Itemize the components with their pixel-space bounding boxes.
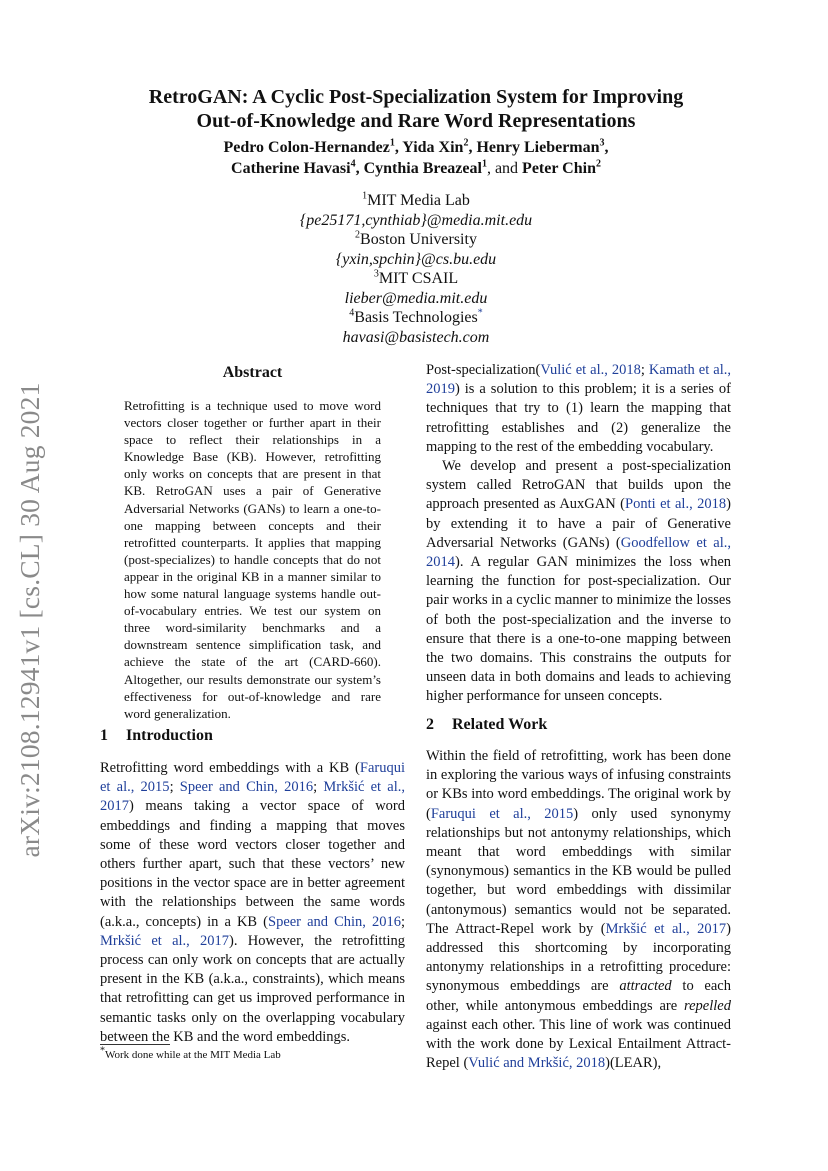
citation-link[interactable]: Speer and Chin, 2016: [179, 779, 314, 796]
section-number: 1: [100, 727, 108, 744]
section-heading-related-work: [426, 716, 547, 734]
author-name: Yida Xin: [402, 139, 464, 156]
text-run: ). A regular GAN minimizes the loss when learning the function for post-specialization. Our pair works in a cyclic manner to minimize the losses of both the post-specialization and the inverse to ensure that there is a one-to-one mapping between the two domains. This constrains the outputs for unseen data in both domains and leads to achieving higher performance for unseen concepts.: [426, 554, 731, 705]
section-heading-introduction: [100, 727, 213, 745]
affil-marker: 3: [599, 137, 605, 149]
abstract-heading: Abstract: [222, 364, 283, 381]
text-run: to each other, while antonymous embeddings are: [426, 978, 731, 1014]
text-run: against each other. This line of work was continued with the work done by Lexical Entailment Attract-Repel (: [426, 1016, 731, 1072]
citation-link[interactable]: Mrkšić et al., 2017: [100, 932, 230, 949]
affil-email: {pe25171,cynthiab}@media.mit.edu: [299, 211, 533, 229]
author-name: Henry Lieberman: [476, 139, 600, 156]
related-work-paragraph: [426, 747, 731, 1073]
author-list: Pedro Colon-Hernandez$^1$, Yida Xin$^2$, Henry Lieberman$^3$, Catherine Havasi$^4$, Cynthia Breazeal$^1$, and Peter Chin$^2$: [223, 137, 609, 177]
affil-marker: 2: [463, 137, 469, 149]
affil-email: lieber@media.mit.edu: [344, 289, 488, 307]
affil-org: Basis Technologies: [354, 309, 478, 326]
title-line-1: RetroGAN: A Cyclic Post-Specialization System for Improving: [148, 86, 684, 108]
and-word: , and: [486, 160, 519, 177]
text-run: ) addressed this shortcoming by incorporating antonymy relationships in a retrofitting procedure: synonymous embeddings are: [426, 920, 731, 995]
affil-email: {yxin,spchin}@cs.bu.edu: [335, 250, 497, 268]
affil-marker: 4: [350, 158, 356, 170]
footnote-mark: *: [100, 1045, 105, 1057]
citation-link[interactable]: Vulić et al., 2018: [540, 362, 641, 378]
affil-org: MIT Media Lab: [367, 192, 470, 209]
text-run: ;: [313, 779, 324, 796]
affil-number: 1: [362, 190, 368, 202]
affiliations: [90, 191, 742, 347]
affil-org: Boston University: [360, 231, 477, 248]
citation-link[interactable]: Vulić and Mrkšić, 2018: [468, 1055, 606, 1072]
intro-continued: [426, 361, 731, 707]
citation-link[interactable]: Kamath et al., 2019: [426, 362, 731, 398]
text-run: ;: [640, 362, 649, 378]
arxiv-id-text: arXiv:2108.12941v1 [cs.CL] 30 Aug 2021: [14, 382, 45, 858]
citation-link[interactable]: Speer and Chin, 2016: [268, 913, 401, 930]
footnote-text: Work done while at the MIT Media Lab: [105, 1049, 281, 1061]
text-run: ;: [169, 779, 180, 796]
footnote-rule: [100, 1044, 170, 1045]
text-run: ;: [400, 913, 405, 930]
citation-link[interactable]: Mrkšić et al., 2017: [605, 920, 727, 937]
emphasis: attracted: [619, 978, 672, 995]
section-title: Introduction: [126, 727, 213, 744]
affil-number: 2: [355, 229, 361, 241]
emphasis: repelled: [684, 997, 731, 1014]
author-name: Cynthia Breazeal: [363, 160, 482, 177]
text-run: ) only used synonymy relationships but not antonymy relationships, which meant that word embeddings with similar (synonymous) semantics in the KB would be pulled together, but word embeddings with dissimilar (antonymous) semantics would not be separated. The Attract-Repel work by (: [426, 805, 731, 937]
footnote-star: *: [477, 307, 483, 319]
author-name: Peter Chin: [522, 160, 596, 177]
citation-link[interactable]: Mrkšić et al., 2017: [100, 779, 405, 815]
text-run: Post-specialization(: [426, 362, 541, 378]
text-run: )(LEAR),: [605, 1055, 662, 1072]
abstract-body: Retrofitting is a technique used to move word vectors closer together or further apart in their space to reflect their relationships in a Knowledge Base (KB). However, retrofitting only works on concepts that are present in that KB. RetroGAN uses a pair of Generative Adversarial Networks (GANs) to learn a one-to-one mapping between concepts and their retrofitted counterparts. It applies that mapping (post-specializes) to handle concepts that do not appear in the original KB in a manner similar to how some natural language systems handle out-of-vocabulary entries. We test our system on three word-similarity benchmarks and a downstream sentence simplification task, and achieve the state of the art (CARD-660). Altogether, our results demonstrate our system’s effectiveness for out-of-knowledge and rare word generalization.: [124, 398, 381, 721]
paper-title: [90, 85, 742, 133]
author-name: Catherine Havasi: [231, 160, 351, 177]
footnote: [100, 1045, 281, 1061]
affil-marker: 1: [481, 158, 487, 170]
affil-marker: 2: [595, 158, 601, 170]
citation-link[interactable]: Goodfellow et al., 2014: [426, 534, 731, 571]
text-run: Within the field of retrofitting, work has been done in exploring the various ways of infusing constraints or KBs into word embeddings. The original work by (: [426, 748, 731, 822]
affil-org: MIT CSAIL: [378, 270, 459, 287]
text-run: ). However, the retrofitting process can only work on concepts that are actually present in the KB (a.k.a., constraints), which means that retrofitting can get us improved performance in semantic tasks only on the overlapping vocabulary between the KB and the word embeddings.: [100, 932, 405, 1045]
author-name: Pedro Colon-Hernandez: [223, 139, 390, 156]
citation-link[interactable]: Faruqui et al., 2015: [100, 760, 405, 796]
section-title: Related Work: [452, 716, 548, 733]
text-run: Retrofitting word embeddings with a KB (: [100, 760, 360, 776]
title-line-2: Out-of-Knowledge and Rare Word Representations: [196, 110, 636, 132]
citation-link[interactable]: Ponti et al., 2018: [625, 496, 727, 513]
text-run: We develop and present a post-specialization system called RetroGAN that builds upon the approach presented as AuxGAN (: [426, 458, 731, 513]
introduction-paragraph: [100, 759, 405, 1047]
affil-email: havasi@basistech.com: [342, 328, 490, 346]
citation-link[interactable]: Faruqui et al., 2015: [430, 805, 574, 822]
text-run: ) by extending it to have a pair of Generative Adversarial Networks (GANs) (: [426, 496, 731, 551]
affil-number: 4: [349, 307, 355, 319]
text-run: ) means taking a vector space of word embeddings and finding a mapping that moves some of these word vectors closer together and others further apart, such that these vectors’ new positions in the vector space are in better agreement with the relationships between the same words (a.k.a., concepts) in a KB (: [100, 798, 405, 930]
text-run: ) is a solution to this problem; it is a series of techniques that try to (1) learn the mapping that retrofitting establishes and (2) generalize the mapping to the rest of the embedding vocabulary.: [426, 381, 731, 455]
arxiv-identifier-stamp: [6, 360, 54, 880]
affil-number: 3: [373, 268, 379, 280]
affil-marker: 1: [389, 137, 395, 149]
section-number: 2: [426, 716, 434, 733]
